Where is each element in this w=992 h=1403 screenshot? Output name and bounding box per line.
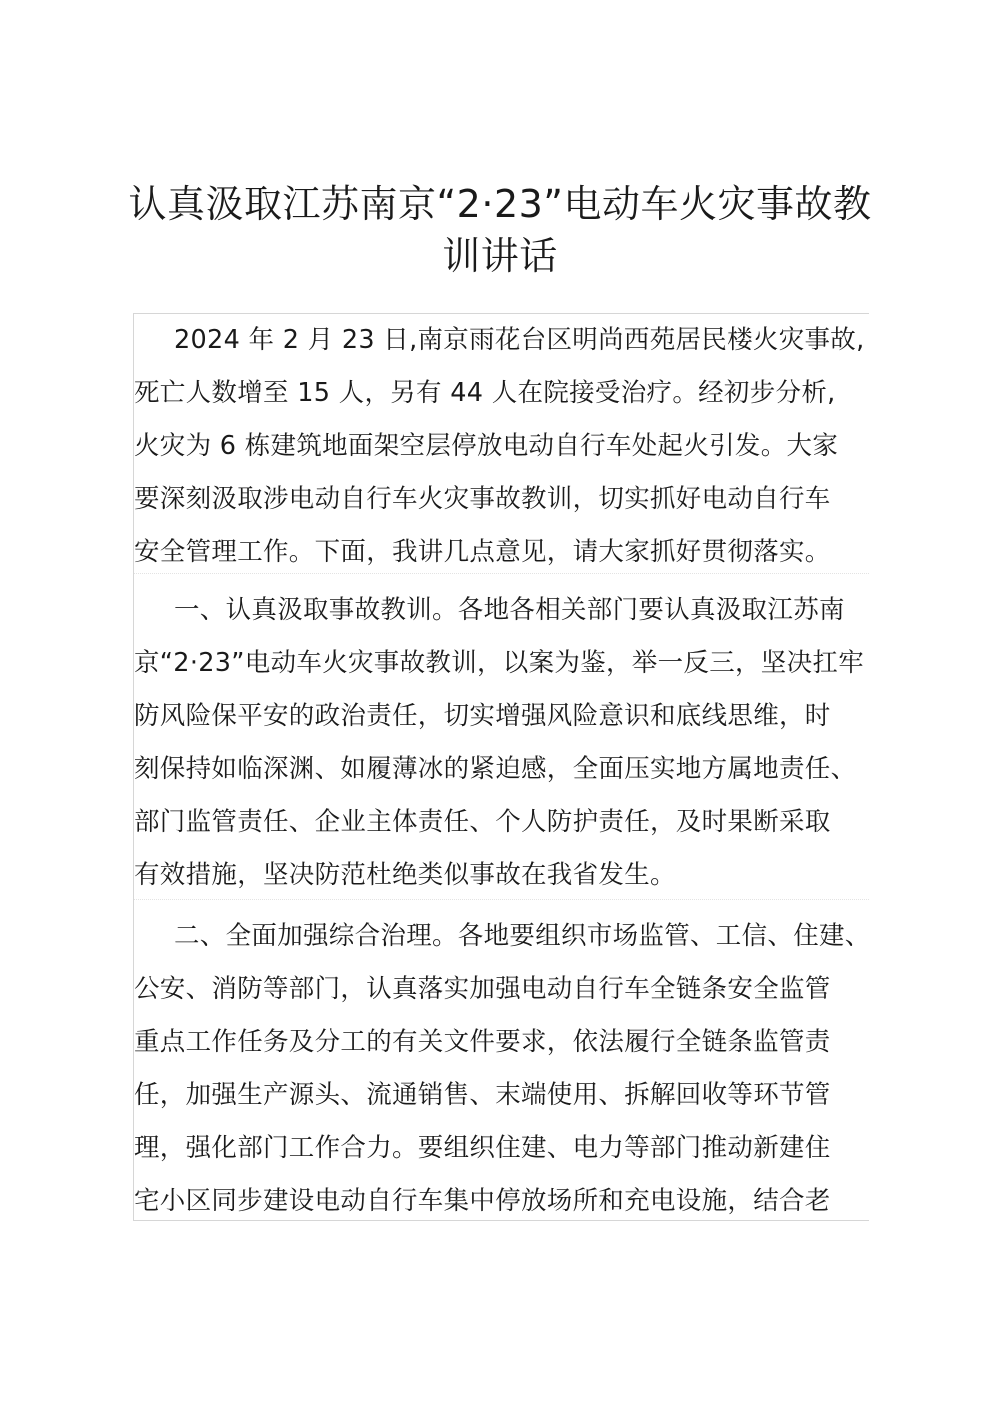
paragraph-line: 火灾为 6 栋建筑地面架空层停放电动自行车处起火引发。大家 [134,431,839,461]
paragraph-line: 防风险保平安的政治责任，切实增强风险意识和底线思维，时 [134,701,831,731]
paragraph-line: 理，强化部门工作合力。要组织住建、电力等部门推动新建住 [134,1133,831,1163]
paragraph-line: 死亡人数增至 15 人，另有 44 人在院接受治疗。经初步分析, [134,378,836,408]
paragraph-line: 宅小区同步建设电动自行车集中停放场所和充电设施，结合老 [134,1186,831,1216]
paragraph-separator [134,573,869,575]
paragraph-line: 京“2·23”电动车火灾事故教训，以案为鉴，举一反三，坚决扛牢 [134,648,864,678]
paragraph-line: 要深刻汲取涉电动自行车火灾事故教训，切实抓好电动自行车 [134,484,831,514]
paragraph-line: 2024 年 2 月 23 日,南京雨花台区明尚西苑居民楼火灾事故, [174,325,865,355]
title-line: 训讲话 [442,234,558,278]
paragraph-section-2 [134,910,894,1228]
paragraph-line: 重点工作任务及分工的有关文件要求，依法履行全链条监管责 [134,1027,831,1057]
paragraph-line: 任，加强生产源头、流通销售、末端使用、拆解回收等环节管 [134,1080,831,1110]
paragraph-line: 公安、消防等部门，认真落实加强电动自行车全链条安全监管 [134,974,831,1004]
paragraph-line: 安全管理工作。下面，我讲几点意见，请大家抓好贯彻落实。 [134,537,831,567]
paragraph-line: 二、全面加强综合治理。各地要组织市场监管、工信、住建、 [174,921,871,951]
document-title [100,178,900,282]
paragraph-intro [134,314,894,579]
paragraph-line: 一、认真汲取事故教训。各地各相关部门要认真汲取江苏南 [174,595,845,625]
paragraph-line: 部门监管责任、企业主体责任、个人防护责任，及时果断采取 [134,807,831,837]
title-line: 认真汲取江苏南京“2·23”电动车火灾事故教 [128,182,872,226]
paragraph-line: 刻保持如临深渊、如履薄冰的紧迫感，全面压实地方属地责任、 [134,754,857,784]
paragraph-line: 有效措施，坚决防范杜绝类似事故在我省发生。 [134,860,676,890]
paragraph-section-1 [134,584,894,902]
paragraph-separator [134,899,869,901]
